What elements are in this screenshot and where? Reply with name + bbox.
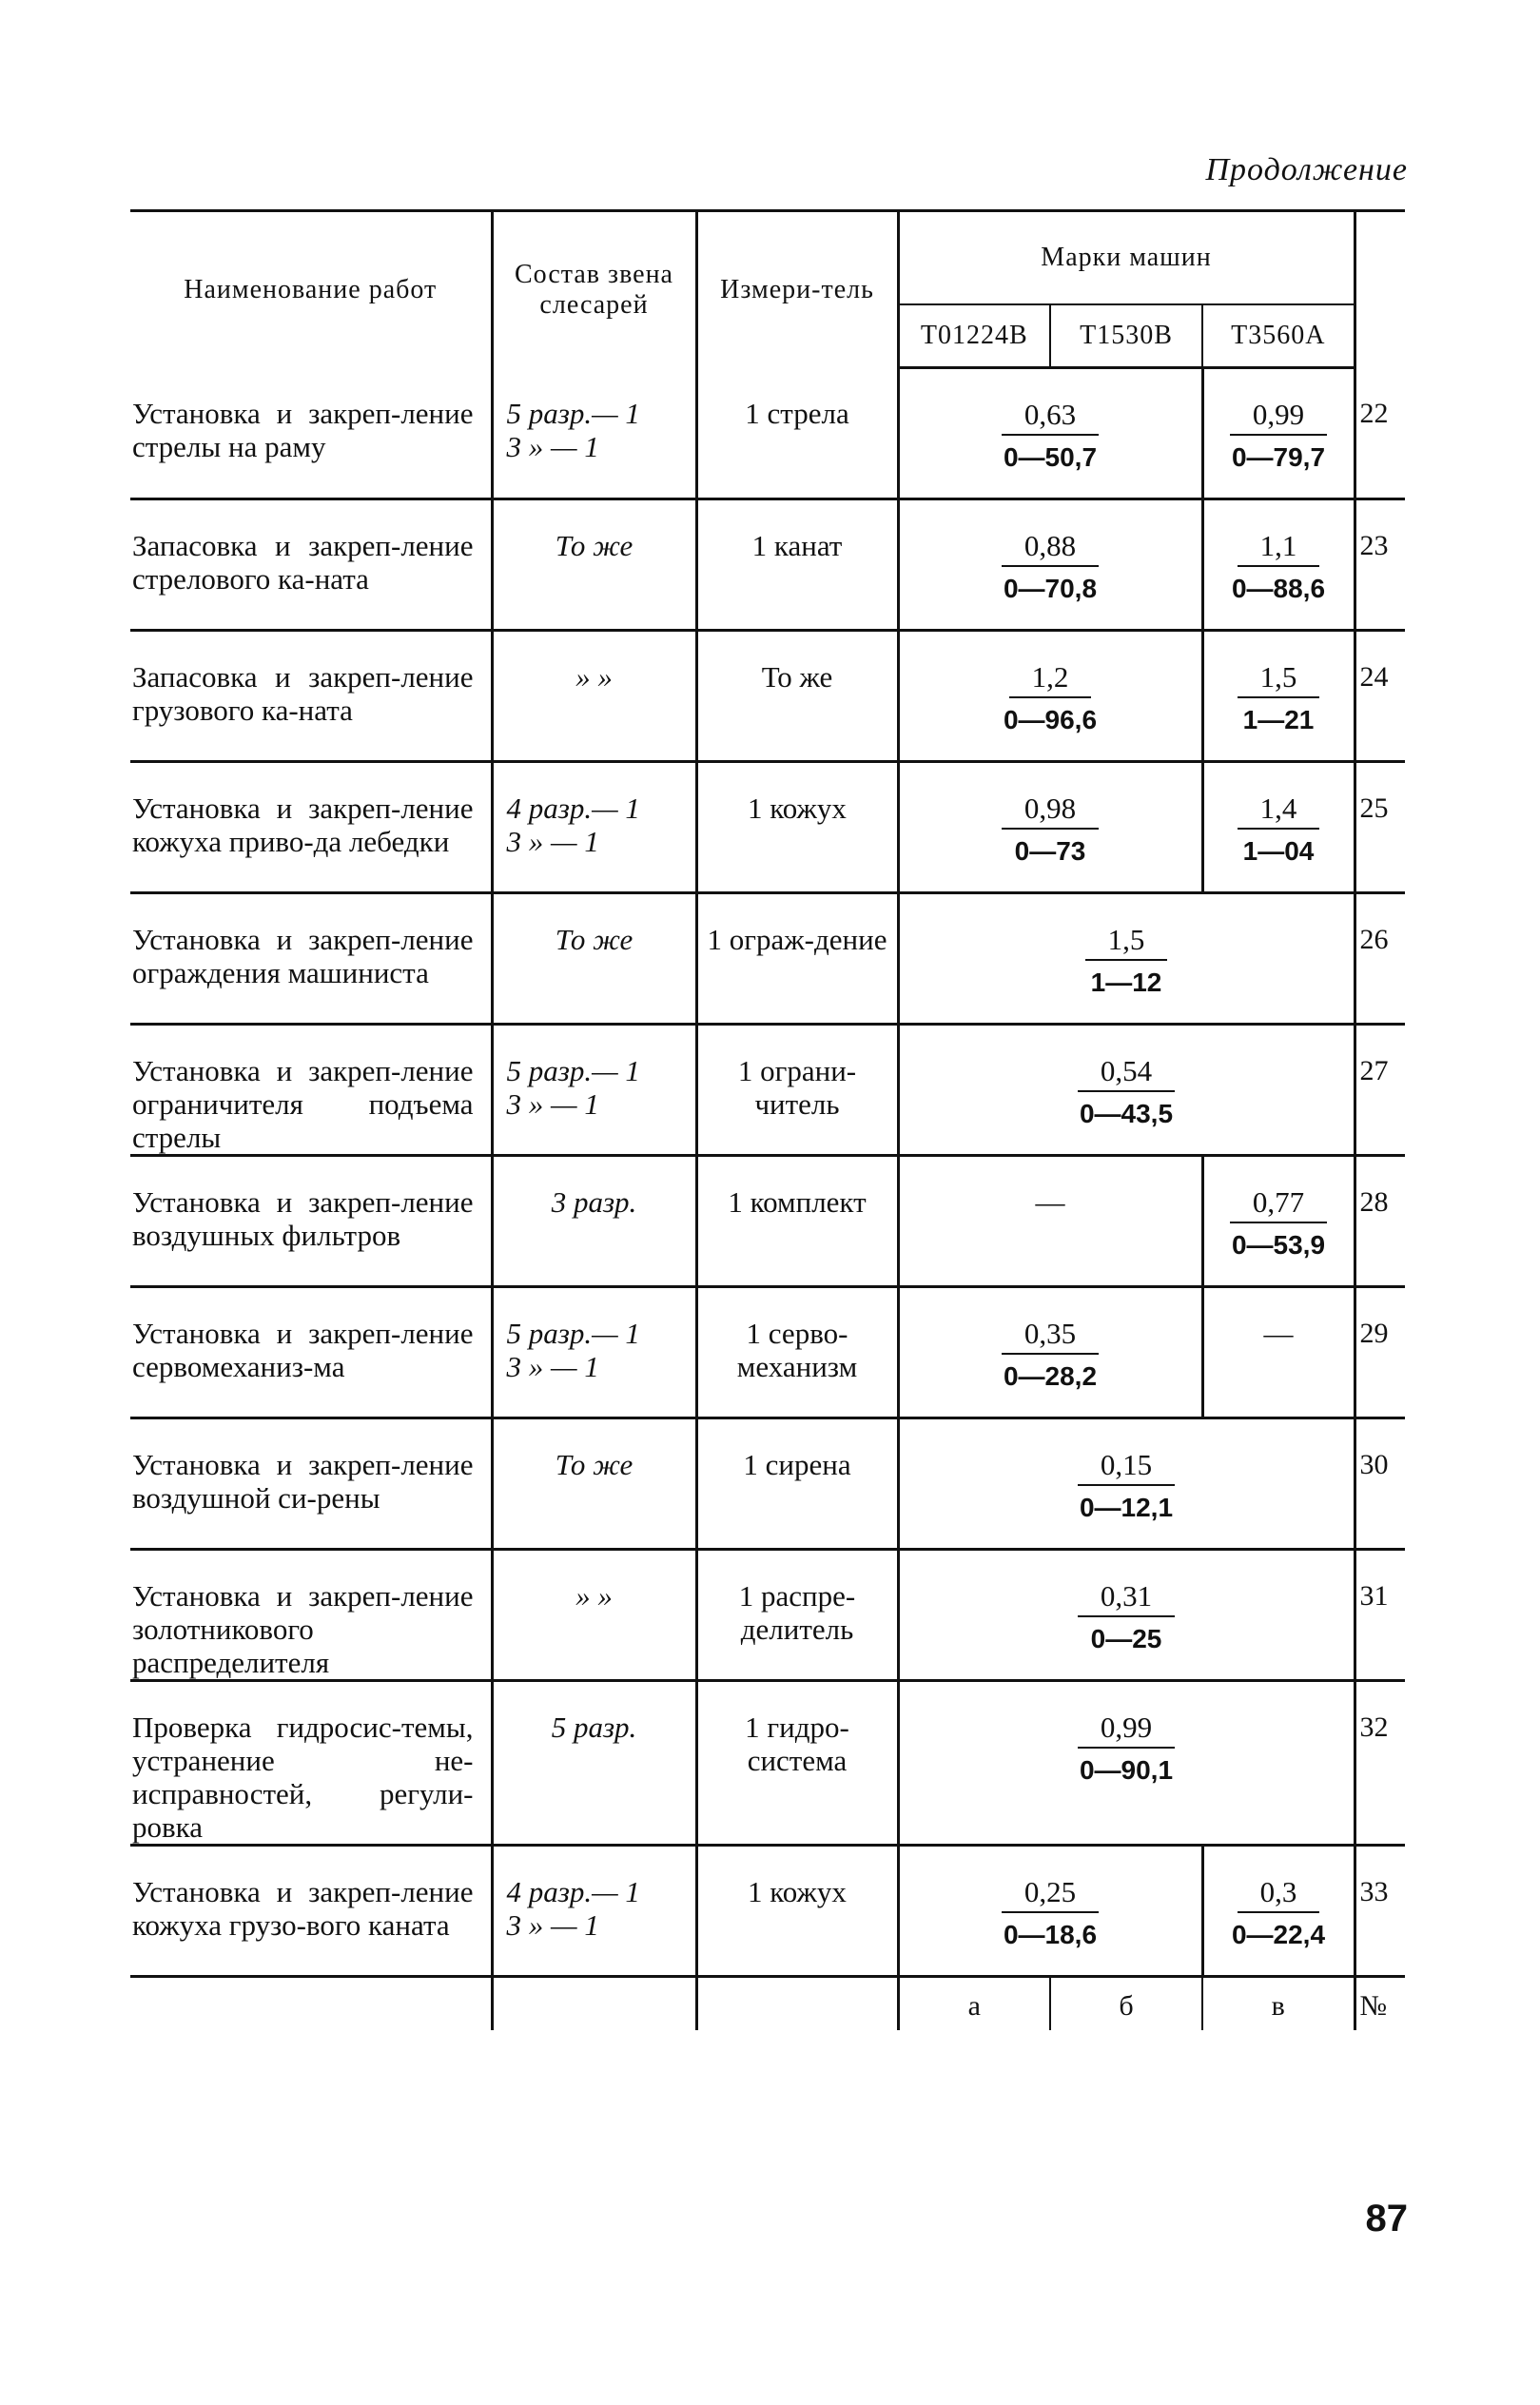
value-machines-a-b bbox=[898, 499, 1202, 631]
price-value: 1—12 bbox=[1090, 968, 1162, 997]
price-value: 0—73 bbox=[1014, 836, 1086, 866]
time-norm: 0,35 bbox=[1002, 1317, 1099, 1355]
value-machines-a-b bbox=[898, 368, 1202, 499]
norm-value bbox=[1076, 1448, 1177, 1526]
footer-label-number: № bbox=[1359, 1990, 1388, 2022]
time-norm: 1,5 bbox=[1085, 923, 1168, 961]
unit-of-measure: 1 распре-делитель bbox=[696, 1550, 898, 1681]
norm-value bbox=[1002, 792, 1099, 870]
crew-composition bbox=[492, 1156, 696, 1287]
crew-composition bbox=[492, 368, 696, 499]
time-norm: 0,15 bbox=[1078, 1448, 1175, 1486]
work-name: Установка и закреп-ление ограждения машиниста bbox=[130, 893, 492, 1025]
row-number: 31 bbox=[1355, 1550, 1405, 1681]
crew-line: То же bbox=[555, 923, 634, 956]
value-machine-c bbox=[1202, 631, 1355, 762]
work-name: Запасовка и закреп-ление грузового ка-ната bbox=[130, 631, 492, 762]
time-norm: 0,63 bbox=[1002, 398, 1099, 436]
header-machine-1: Т01224В bbox=[898, 304, 1050, 368]
crew-line: 3 » — 1 bbox=[506, 1908, 599, 1942]
value-all-machines bbox=[898, 1025, 1355, 1156]
row-number: 28 bbox=[1355, 1156, 1405, 1287]
norm-value bbox=[1085, 923, 1168, 1001]
table-row bbox=[130, 1550, 1405, 1681]
price-value: 0—12,1 bbox=[1079, 1493, 1174, 1522]
value-all-machines bbox=[898, 1550, 1355, 1681]
crew-line: 3 » — 1 bbox=[506, 1087, 599, 1121]
value-machine-c bbox=[1202, 1287, 1355, 1418]
value-all-machines bbox=[898, 1418, 1355, 1550]
crew-line: » » bbox=[575, 1579, 613, 1613]
footer-label-c: в bbox=[1202, 1977, 1355, 2030]
crew-composition bbox=[492, 1846, 696, 1977]
header-crew: Состав звена слесарей bbox=[492, 211, 696, 368]
time-norm: 0,99 bbox=[1078, 1711, 1175, 1749]
price-value: 0—22,4 bbox=[1231, 1920, 1326, 1949]
norm-value bbox=[1000, 1875, 1101, 1953]
time-norm: 0,88 bbox=[1002, 529, 1099, 567]
crew-composition bbox=[492, 1287, 696, 1418]
unit-of-measure: 1 стрела bbox=[696, 368, 898, 499]
footer-empty-crew bbox=[492, 1977, 696, 2030]
unit-of-measure: 1 серво-механизм bbox=[696, 1287, 898, 1418]
crew-line: 4 разр.— 1 bbox=[506, 1875, 640, 1908]
table-row bbox=[130, 499, 1405, 631]
norm-value bbox=[1000, 660, 1101, 738]
crew-line: 3 » — 1 bbox=[506, 429, 599, 463]
table-row bbox=[130, 368, 1405, 499]
footer-empty-unit bbox=[696, 1977, 898, 2030]
header-machine-marks: Марки машин bbox=[898, 211, 1355, 305]
unit-of-measure: 1 гидро-система bbox=[696, 1681, 898, 1846]
price-value: 0—43,5 bbox=[1079, 1099, 1174, 1128]
price-value: 0—53,9 bbox=[1231, 1230, 1326, 1260]
value-all-machines bbox=[898, 1681, 1355, 1846]
unit-of-measure: 1 кожух bbox=[696, 762, 898, 893]
work-name: Установка и закреп-ление воздушных фильтров bbox=[130, 1156, 492, 1287]
price-value: 1—04 bbox=[1242, 836, 1315, 866]
crew-line: 3 » — 1 bbox=[506, 825, 599, 858]
crew-line: 3 разр. bbox=[551, 1185, 637, 1219]
header-unit: Измери-тель bbox=[696, 211, 898, 368]
unit-of-measure: 1 канат bbox=[696, 499, 898, 631]
norm-value bbox=[1238, 792, 1320, 870]
crew-composition bbox=[492, 1681, 696, 1846]
unit-of-measure: 1 сирена bbox=[696, 1418, 898, 1550]
norm-value bbox=[1076, 1711, 1177, 1789]
no-value-dash: — bbox=[1263, 1317, 1294, 1350]
price-value: 0—70,8 bbox=[1003, 574, 1098, 603]
crew-line: То же bbox=[555, 529, 634, 562]
crew-composition bbox=[492, 1025, 696, 1156]
table-row bbox=[130, 1681, 1405, 1846]
value-all-machines bbox=[898, 893, 1355, 1025]
no-value-dash: — bbox=[1035, 1185, 1065, 1219]
work-name: Установка и закреп-ление кожуха грузо-вого каната bbox=[130, 1846, 492, 1977]
table-body bbox=[130, 368, 1405, 1977]
crew-composition bbox=[492, 499, 696, 631]
unit-of-measure: 1 ограни-читель bbox=[696, 1025, 898, 1156]
row-number: 23 bbox=[1355, 499, 1405, 631]
price-value: 0—25 bbox=[1090, 1624, 1162, 1653]
row-number: 27 bbox=[1355, 1025, 1405, 1156]
value-machine-c bbox=[1202, 762, 1355, 893]
table-row bbox=[130, 893, 1405, 1025]
value-machines-a-b bbox=[898, 1287, 1202, 1418]
value-machines-a-b bbox=[898, 1846, 1202, 1977]
value-machines-a-b bbox=[898, 631, 1202, 762]
price-value: 0—90,1 bbox=[1079, 1755, 1174, 1785]
unit-of-measure: 1 кожух bbox=[696, 1846, 898, 1977]
time-norm: 0,54 bbox=[1078, 1054, 1175, 1092]
row-number: 29 bbox=[1355, 1287, 1405, 1418]
norm-value bbox=[1238, 660, 1320, 738]
crew-composition bbox=[492, 762, 696, 893]
norm-value bbox=[1076, 1054, 1177, 1132]
time-norm: 0,99 bbox=[1230, 398, 1327, 436]
time-norm: 1,2 bbox=[1009, 660, 1092, 698]
value-machine-c bbox=[1202, 1156, 1355, 1287]
unit-of-measure: 1 комплект bbox=[696, 1156, 898, 1287]
price-value: 0—79,7 bbox=[1231, 442, 1326, 472]
value-machines-a-b bbox=[898, 762, 1202, 893]
crew-line: 5 разр.— 1 bbox=[506, 1317, 640, 1350]
crew-composition bbox=[492, 1550, 696, 1681]
work-name: Установка и закреп-ление сервомеханиз-ма bbox=[130, 1287, 492, 1418]
norm-value bbox=[1000, 1317, 1101, 1395]
work-name: Установка и закреп-ление кожуха приво-да лебедки bbox=[130, 762, 492, 893]
price-value: 1—21 bbox=[1242, 705, 1315, 734]
time-norm: 1,5 bbox=[1238, 660, 1320, 698]
value-machine-c bbox=[1202, 499, 1355, 631]
value-machine-c bbox=[1202, 1846, 1355, 1977]
work-name: Установка и закреп-ление золотникового распределителя bbox=[130, 1550, 492, 1681]
crew-line: 4 разр.— 1 bbox=[506, 792, 640, 825]
time-norm: 0,3 bbox=[1238, 1875, 1320, 1913]
time-norm: 1,4 bbox=[1238, 792, 1320, 830]
footer-label-b: б bbox=[1050, 1977, 1202, 2030]
crew-composition bbox=[492, 1418, 696, 1550]
crew-line: 3 » — 1 bbox=[506, 1350, 599, 1383]
table-row bbox=[130, 1025, 1405, 1156]
norm-value bbox=[1000, 529, 1101, 607]
footer-empty-name bbox=[130, 1977, 492, 2030]
work-name: Запасовка и закреп-ление стрелового ка-ната bbox=[130, 499, 492, 631]
row-number: 25 bbox=[1355, 762, 1405, 893]
row-number: 24 bbox=[1355, 631, 1405, 762]
norm-value bbox=[1000, 398, 1101, 476]
norm-value bbox=[1228, 1875, 1329, 1953]
continuation-label: Продолжение bbox=[1205, 152, 1408, 187]
time-norm: 0,25 bbox=[1002, 1875, 1099, 1913]
footer-row bbox=[130, 1977, 1405, 2030]
header-number-blank bbox=[1355, 211, 1405, 368]
unit-of-measure: 1 ограж-дение bbox=[696, 893, 898, 1025]
work-name: Установка и закреп-ление ограничителя подъема стрелы bbox=[130, 1025, 492, 1156]
header-machine-2: Т1530В bbox=[1050, 304, 1202, 368]
norm-value bbox=[1228, 398, 1329, 476]
time-norm: 0,31 bbox=[1078, 1579, 1175, 1617]
crew-line: 5 разр.— 1 bbox=[506, 1054, 640, 1087]
price-value: 0—50,7 bbox=[1003, 442, 1098, 472]
header-machine-3: Т3560А bbox=[1202, 304, 1355, 368]
crew-line: То же bbox=[555, 1448, 634, 1481]
footer-label-a: а bbox=[898, 1977, 1050, 2030]
row-number: 26 bbox=[1355, 893, 1405, 1025]
header-name: Наименование работ bbox=[130, 211, 492, 368]
table-row bbox=[130, 1418, 1405, 1550]
row-number: 22 bbox=[1355, 368, 1405, 499]
time-norm: 0,77 bbox=[1230, 1185, 1327, 1223]
table-row bbox=[130, 1846, 1405, 1977]
value-machine-c bbox=[1202, 368, 1355, 499]
crew-line: 5 разр.— 1 bbox=[506, 396, 640, 430]
price-value: 0—96,6 bbox=[1003, 705, 1098, 734]
crew-composition bbox=[492, 631, 696, 762]
norm-value bbox=[1228, 1185, 1329, 1263]
page-number: 87 bbox=[1365, 2198, 1408, 2239]
crew-composition bbox=[492, 893, 696, 1025]
price-value: 0—28,2 bbox=[1003, 1361, 1098, 1391]
table-row bbox=[130, 1156, 1405, 1287]
work-name: Проверка гидросис-темы, устранение не-исправностей, регули-ровка bbox=[130, 1681, 492, 1846]
crew-line: » » bbox=[575, 660, 613, 694]
table-row bbox=[130, 1287, 1405, 1418]
row-number: 30 bbox=[1355, 1418, 1405, 1550]
table-row bbox=[130, 762, 1405, 893]
crew-line: 5 разр. bbox=[551, 1711, 637, 1744]
value-machines-a-b bbox=[898, 1156, 1202, 1287]
price-value: 0—88,6 bbox=[1231, 574, 1326, 603]
time-norm: 0,98 bbox=[1002, 792, 1099, 830]
row-number: 32 bbox=[1355, 1681, 1405, 1846]
work-name: Установка и закреп-ление стрелы на раму bbox=[130, 368, 492, 499]
unit-of-measure: То же bbox=[696, 631, 898, 762]
time-norm: 1,1 bbox=[1238, 529, 1320, 567]
price-value: 0—18,6 bbox=[1003, 1920, 1098, 1949]
table-row bbox=[130, 631, 1405, 762]
row-number: 33 bbox=[1355, 1846, 1405, 1977]
norms-table bbox=[130, 209, 1405, 2030]
work-name: Установка и закреп-ление воздушной си-рены bbox=[130, 1418, 492, 1550]
norm-value bbox=[1228, 529, 1329, 607]
norm-value bbox=[1078, 1579, 1175, 1657]
